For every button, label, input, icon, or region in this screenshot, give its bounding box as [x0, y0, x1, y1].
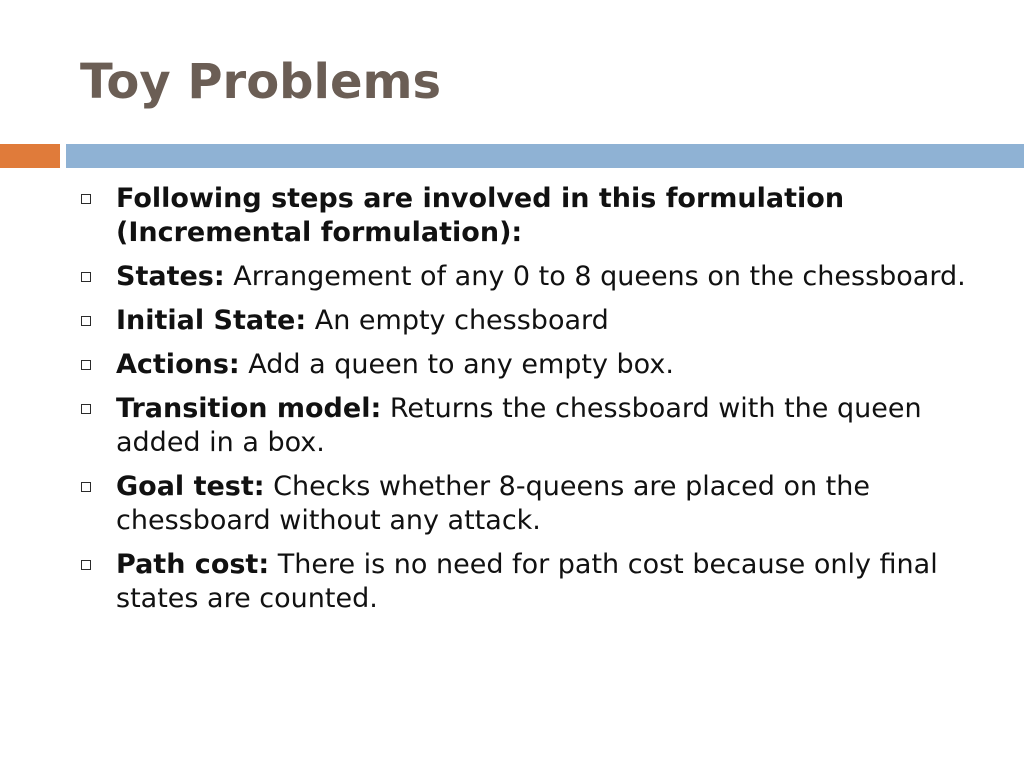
hollow-square-bullet-icon [81, 316, 91, 326]
bullet-heading: Actions: [116, 349, 240, 380]
bullet-item-goal-test [80, 470, 980, 538]
bullet-text: Returns the chessboard with the queen added in a box. [116, 393, 922, 458]
bullet-text: Checks whether 8-queens are placed on the chessboard without any attack. [116, 471, 870, 536]
bullet-text: Add a queen to any empty box. [239, 349, 674, 380]
bullet-item-intro [80, 182, 980, 250]
bullet-item-transition-model [80, 392, 980, 460]
bullet-heading: Initial State: [116, 305, 307, 336]
bullet-heading: Path cost: [116, 549, 270, 580]
bullet-item-path-cost [80, 548, 980, 616]
hollow-square-bullet-icon [81, 404, 91, 414]
hollow-square-bullet-icon [81, 560, 91, 570]
bullet-text: There is no need for path cost because only final states are counted. [116, 549, 938, 614]
bullet-heading: States: [116, 261, 225, 292]
bullet-item-actions [80, 348, 980, 382]
bullet-text: Arrangement of any 0 to 8 queens on the chessboard. [224, 261, 966, 292]
bullet-heading: Following steps are involved in this formulation (Incremental formulation): [116, 183, 845, 248]
bullet-heading: Transition model: [116, 393, 382, 424]
slide-title: Toy Problems [80, 54, 442, 110]
bullet-list [80, 182, 980, 626]
bullet-heading: Goal test: [116, 471, 265, 502]
hollow-square-bullet-icon [81, 272, 91, 282]
title-rule-blue [66, 144, 1024, 168]
hollow-square-bullet-icon [81, 194, 91, 204]
bullet-item-states [80, 260, 980, 294]
title-rule-orange [0, 144, 60, 168]
bullet-item-initial-state [80, 304, 980, 338]
bullet-text: An empty chessboard [306, 305, 609, 336]
hollow-square-bullet-icon [81, 360, 91, 370]
hollow-square-bullet-icon [81, 482, 91, 492]
